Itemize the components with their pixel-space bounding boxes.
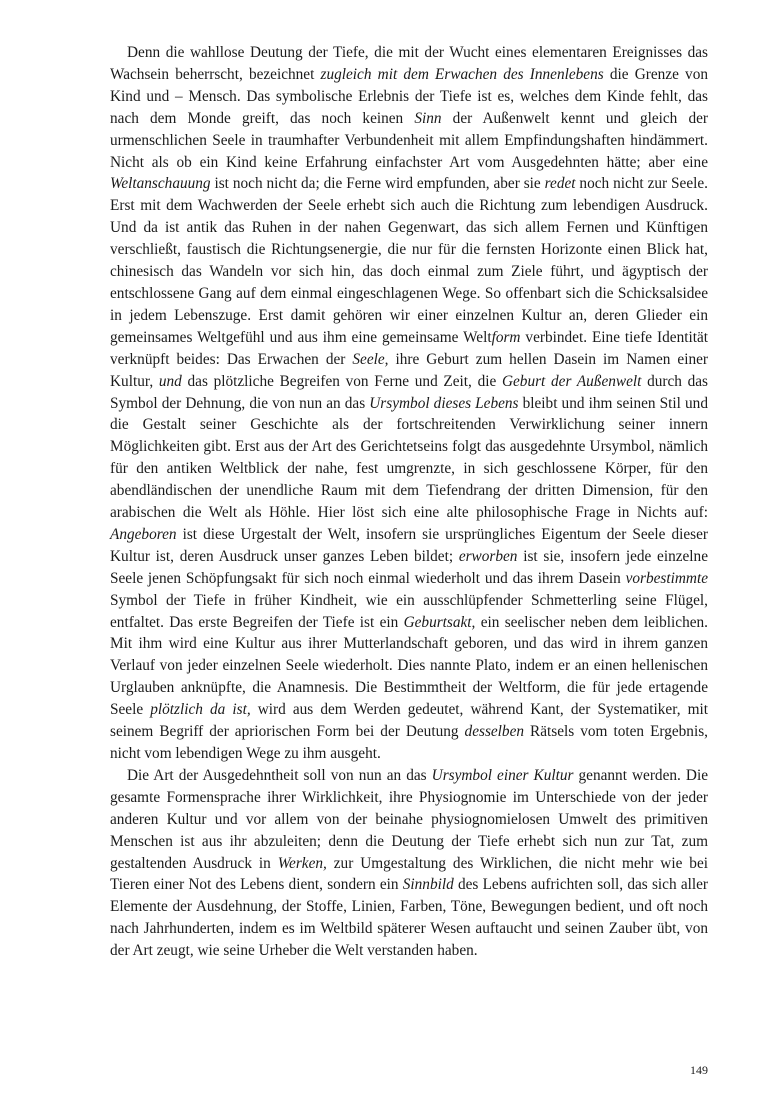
text-run: das plötzliche Begreifen von Ferne und Zeit, die <box>181 372 502 390</box>
italic-text: desselben <box>464 723 525 741</box>
italic-text: Sinn <box>414 109 442 127</box>
italic-text: Angeboren <box>110 525 177 543</box>
italic-text: Weltanschauung <box>110 175 211 193</box>
italic-text: redet <box>544 175 576 193</box>
italic-text: Seele, <box>352 350 389 368</box>
page-number: 149 <box>690 1063 708 1077</box>
text-run: Symbol der Tiefe in früher Kindheit, wie ein ausschlüpfender Schmetterling seine Flügel, entfaltet. Das erste Begreifen der Tiefe ist ein <box>110 591 708 631</box>
text-run: noch nicht zur Seele. Erst mit dem Wachwerden der Seele erhebt sich auch die Richtung zum lebendigen Ausdruck. Und da ist antik das Ruhen in der nahen Gegenwart, das sich allem Fernen und Künftigen verschließt, faustisch die Richtungsenergie, die nur für die fernsten Horizonte einen Blick hat, chinesisch das Wandeln vor sich hin, das doch einmal zum Ziele führt, und ägyptisch der entschlossene Gang auf dem einmal eingeschlagenen Wege. So offenbart sich die Schicksalsidee in jedem Lebenszuge. Erst damit gehören wir einer einzelnen Kultur an, deren Glieder ein gemeinsames Weltgefühl und aus ihm eine gemeinsame Welt <box>110 175 708 346</box>
paragraph <box>110 765 708 962</box>
italic-text: Sinnbild <box>402 876 454 894</box>
text-run: durch das Symbol der Dehnung, die von nun an das <box>110 372 709 412</box>
italic-text: und <box>158 372 182 390</box>
text-run: ist noch nicht da; die Ferne wird empfunden, aber sie <box>210 175 545 193</box>
italic-text: Geburtsakt, <box>403 613 476 631</box>
italic-text: Ursymbol dieses Lebens <box>369 394 519 412</box>
text-run: des Lebens aufrichten soll, das sich aller Elemente der Ausdehnung, der Stoffe, Linien, Farben, Töne, Bewegungen bedient, und oft noch nach Jahrhunderten, indem es im Weltbild späterer Wesen auftaucht und seinen Zauber übt, von der Art zeugt, wie seine Urheber die Welt verstanden haben. <box>110 876 708 960</box>
text-run: Rätsels vom toten Ergebnis, nicht vom lebendigen Wege zu ihm ausgeht. <box>110 723 708 762</box>
italic-text: Ursymbol einer Kultur <box>431 766 574 784</box>
italic-text: erworben <box>458 547 518 565</box>
italic-text: form <box>491 328 521 346</box>
text-run: ist sie, insofern jede einzelne Seele jenen Schöpfungsakt für sich noch einmal wiederholt und das ihrem Dasein <box>110 547 708 587</box>
text-run: Denn die wahllose Deutung der Tiefe, die mit der Wucht eines elementaren Ereignisses das Wachsein beherrscht, bezeichnet <box>110 44 708 83</box>
italic-text: zugleich mit dem Erwachen des Innenlebens <box>320 65 604 83</box>
text-run: die Grenze von Kind und – Mensch. Das symbolische Erlebnis der Tiefe ist es, welches dem Kinde fehlt, das nach dem Monde greift, das noch keinen <box>110 65 709 127</box>
text-run: wird aus dem Werden gedeutet, während Kant, der Systematiker, mit seinem Begriff der apriorischen Form bei der Deutung <box>110 701 709 741</box>
italic-text: Werken, <box>277 854 327 872</box>
italic-text: plötzlich da ist, <box>150 701 251 719</box>
text-run: der Außenwelt kennt und gleich der urmenschlichen Seele in traumhafter Verbundenheit mit allem Empfindungshaften hindämmert. Nicht als ob ein Kind keine Erfahrung einfachster Art vom Ausgedehnten hätte; aber eine <box>110 109 708 171</box>
text-run: Die Art der Ausgedehntheit soll von nun an das <box>127 766 432 784</box>
text-run: genannt werden. Die gesamte Formensprache ihrer Wirklichkeit, ihre Physiognomie im Unterschiede von der jeder anderen Kultur und vor allem von der beinahe physiognomielosen Umwelt des primitiven Menschen ist aus ihr abzuleiten; denn die Deutung der Tiefe erhebt sich nun zur Tat, zum gestaltenden Ausdruck in <box>110 766 708 872</box>
page-text <box>110 42 708 962</box>
text-run: bleibt und ihm seinen Stil und die Gestalt seiner Geschichte als der fortschreitenden Verwirklichung seiner innern Möglichkeiten gibt. Erst aus der Art des Gerichtetseins folgt das ausgedehnte Ursymbol, nämlich für den antiken Weltblick der nahe, fest umgrenzte, in sich geschlossene Körper, für den abendländischen der unendliche Raum mit dem Tiefendrang der dritten Dimension, für den arabischen die Welt als Höhle. Hier löst sich eine alte philosophische Frage in Nichts auf: <box>110 394 708 522</box>
text-run: ihre Geburt zum hellen Dasein im Namen einer Kultur, <box>110 350 708 390</box>
italic-text: Geburt der Außenwelt <box>501 372 642 390</box>
text-run: ist diese Urgestalt der Welt, insofern sie ursprüngliches Eigentum der Seele dieser Kultur ist, deren Ausdruck unser ganzes Leben bildet; <box>110 525 708 565</box>
text-run: ein seelischer neben dem leiblichen. Mit ihm wird eine Kultur aus ihrer Mutterlandschaft geboren, und das wird in ihrem ganzen Verlauf von jeder einzelnen Seele wiederholt. Dies nannte Plato, indem er an einen hellenischen Urglauben anknüpfte, die Anamnesis. Die Bestimmtheit der Weltform, die für jede ertagende Seele <box>110 613 708 719</box>
paragraph <box>110 42 708 765</box>
text-run: verbindet. Eine tiefe Identität verknüpft beides: Das Erwachen der <box>110 328 709 368</box>
text-run: zur Umgestaltung des Wirklichen, die nicht mehr wie bei Tieren einer Not des Lebens dient, sondern ein <box>110 854 708 894</box>
italic-text: vorbestimmte <box>625 569 708 587</box>
